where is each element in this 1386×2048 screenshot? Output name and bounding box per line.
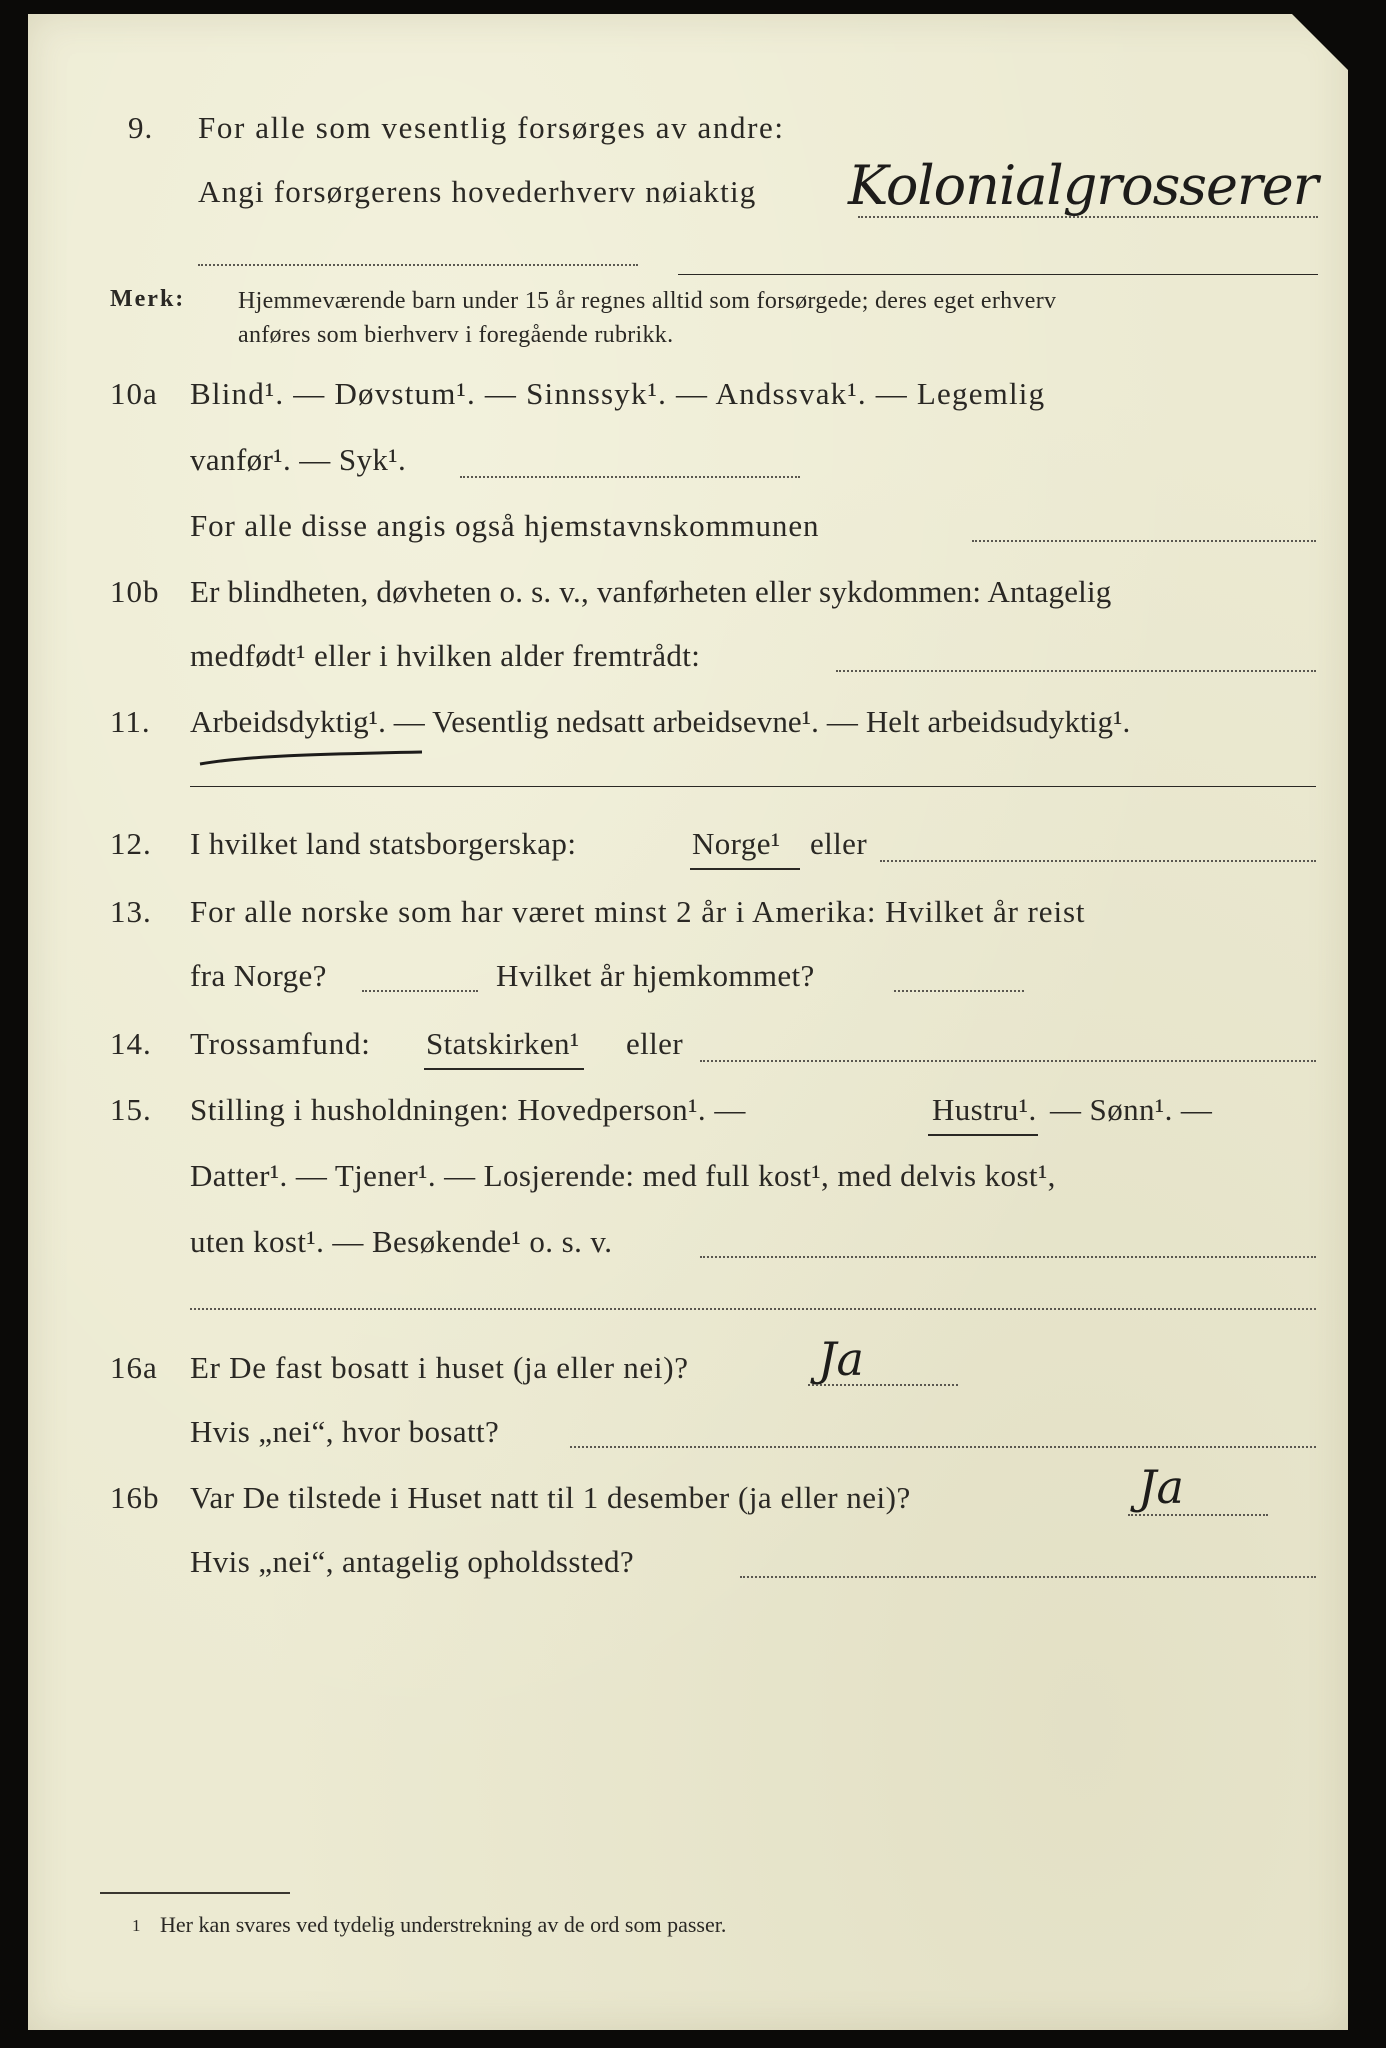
- q16a-answer-line: [808, 1384, 958, 1386]
- q13-hjemkommet-line: [894, 990, 1024, 992]
- q16b-line2: Hvis „nei“, antagelig opholdssted?: [190, 1544, 635, 1579]
- q9-extra-line-right: [678, 274, 1318, 275]
- q12-country-line: [880, 860, 1316, 862]
- footnote-mark: 1: [132, 1916, 141, 1935]
- q14-number: 14.: [110, 1026, 152, 1061]
- q15-extra-line: [190, 1308, 1316, 1310]
- census-form-page: [28, 14, 1348, 2030]
- q12-suffix: eller: [810, 826, 868, 861]
- q14-statskirken-underline: [424, 1068, 584, 1070]
- q10b-alder-line: [836, 670, 1316, 672]
- q13-line2b: Hvilket år hjemkommet?: [496, 958, 815, 993]
- q16a-line2: Hvis „nei“, hvor bosatt?: [190, 1414, 500, 1449]
- q15-number: 15.: [110, 1092, 152, 1127]
- q16b-handwritten-answer[interactable]: Ja: [1138, 1460, 1184, 1514]
- q16b-line1: Var De tilstede i Huset natt til 1 desember (ja eller nei)?: [190, 1480, 911, 1515]
- q11-extra-line: [190, 786, 1316, 787]
- q11-arbeidsdyktig-underline: [196, 738, 426, 772]
- q15-choice-hustru: Hustru¹.: [932, 1092, 1037, 1127]
- q16a-bosatt-line: [570, 1446, 1316, 1448]
- q15-line3-dots: [700, 1256, 1316, 1258]
- merk-line2: anføres som bierhverv i foregående rubrikk.: [238, 322, 674, 348]
- merk-label: Merk:: [110, 286, 186, 312]
- q14-choice-statskirken: Statskirken¹: [426, 1026, 580, 1061]
- footnote-text: Her kan svares ved tydelig understrekning av de ord som passer.: [160, 1912, 727, 1937]
- q10a-line3: For alle disse angis også hjemstavnskommunen: [190, 508, 820, 543]
- q10a-line2: vanfør¹. — Syk¹.: [190, 442, 407, 477]
- q9-handwritten-answer[interactable]: Kolonialgrosserer: [848, 154, 1318, 217]
- q12-prefix: I hvilket land statsborgerskap:: [190, 826, 577, 861]
- q11-line1: Arbeidsdyktig¹. — Vesentlig nedsatt arbeidsevne¹. — Helt arbeidsudyktig¹.: [190, 704, 1131, 739]
- q15-line2: Datter¹. — Tjener¹. — Losjerende: med full kost¹, med delvis kost¹,: [190, 1158, 1056, 1193]
- q9-line1: For alle som vesentlig forsørges av andre:: [198, 110, 785, 145]
- torn-corner: [1290, 12, 1350, 72]
- q9-answer-line: [858, 216, 1318, 218]
- q15-line1a: Stilling i husholdningen: Hovedperson¹. —: [190, 1092, 746, 1127]
- q16b-number: 16b: [110, 1480, 160, 1515]
- q13-line2a: fra Norge?: [190, 958, 327, 993]
- merk-line1: Hjemmeværende barn under 15 år regnes alltid som forsørgede; deres eget erhverv: [238, 288, 1057, 314]
- q16a-handwritten-answer[interactable]: Ja: [818, 1332, 864, 1386]
- q10b-line2: medfødt¹ eller i hvilken alder fremtrådt:: [190, 638, 701, 673]
- q9-line2: Angi forsørgerens hovederhverv nøiaktig: [198, 174, 757, 209]
- q14-trossamfund-line: [700, 1060, 1316, 1062]
- q13-number: 13.: [110, 894, 152, 929]
- q15-line1c: — Sønn¹. —: [1050, 1092, 1213, 1127]
- q16b-opholdssted-line: [740, 1576, 1316, 1578]
- q9-extra-line-left: [198, 264, 638, 266]
- q13-reist-line: [362, 990, 478, 992]
- q10b-line1: Er blindheten, døvheten o. s. v., vanførheten eller sykdommen: Antagelig: [190, 574, 1112, 609]
- q16b-answer-line: [1128, 1514, 1268, 1516]
- q14-suffix: eller: [626, 1026, 684, 1061]
- q15-hustru-underline: [928, 1134, 1038, 1136]
- q16a-number: 16a: [110, 1350, 158, 1385]
- q15-line3: uten kost¹. — Besøkende¹ o. s. v.: [190, 1224, 613, 1259]
- q12-norge-underline: [690, 868, 800, 870]
- q12-choice-norge: Norge¹: [692, 826, 781, 861]
- q9-number: 9.: [128, 110, 154, 145]
- footnote-rule: [100, 1892, 290, 1894]
- q16a-line1: Er De fast bosatt i huset (ja eller nei)?: [190, 1350, 689, 1385]
- q10a-line1: Blind¹. — Døvstum¹. — Sinnssyk¹. — Andssvak¹. — Legemlig: [190, 376, 1046, 411]
- q10b-number: 10b: [110, 574, 160, 609]
- q12-number: 12.: [110, 826, 152, 861]
- q10a-number: 10a: [110, 376, 158, 411]
- q14-prefix: Trossamfund:: [190, 1026, 371, 1061]
- q10a-kommune-line: [972, 540, 1316, 542]
- q13-line1: For alle norske som har været minst 2 år i Amerika: Hvilket år reist: [190, 894, 1086, 929]
- q10a-syk-line: [460, 476, 800, 478]
- q11-number: 11.: [110, 704, 151, 739]
